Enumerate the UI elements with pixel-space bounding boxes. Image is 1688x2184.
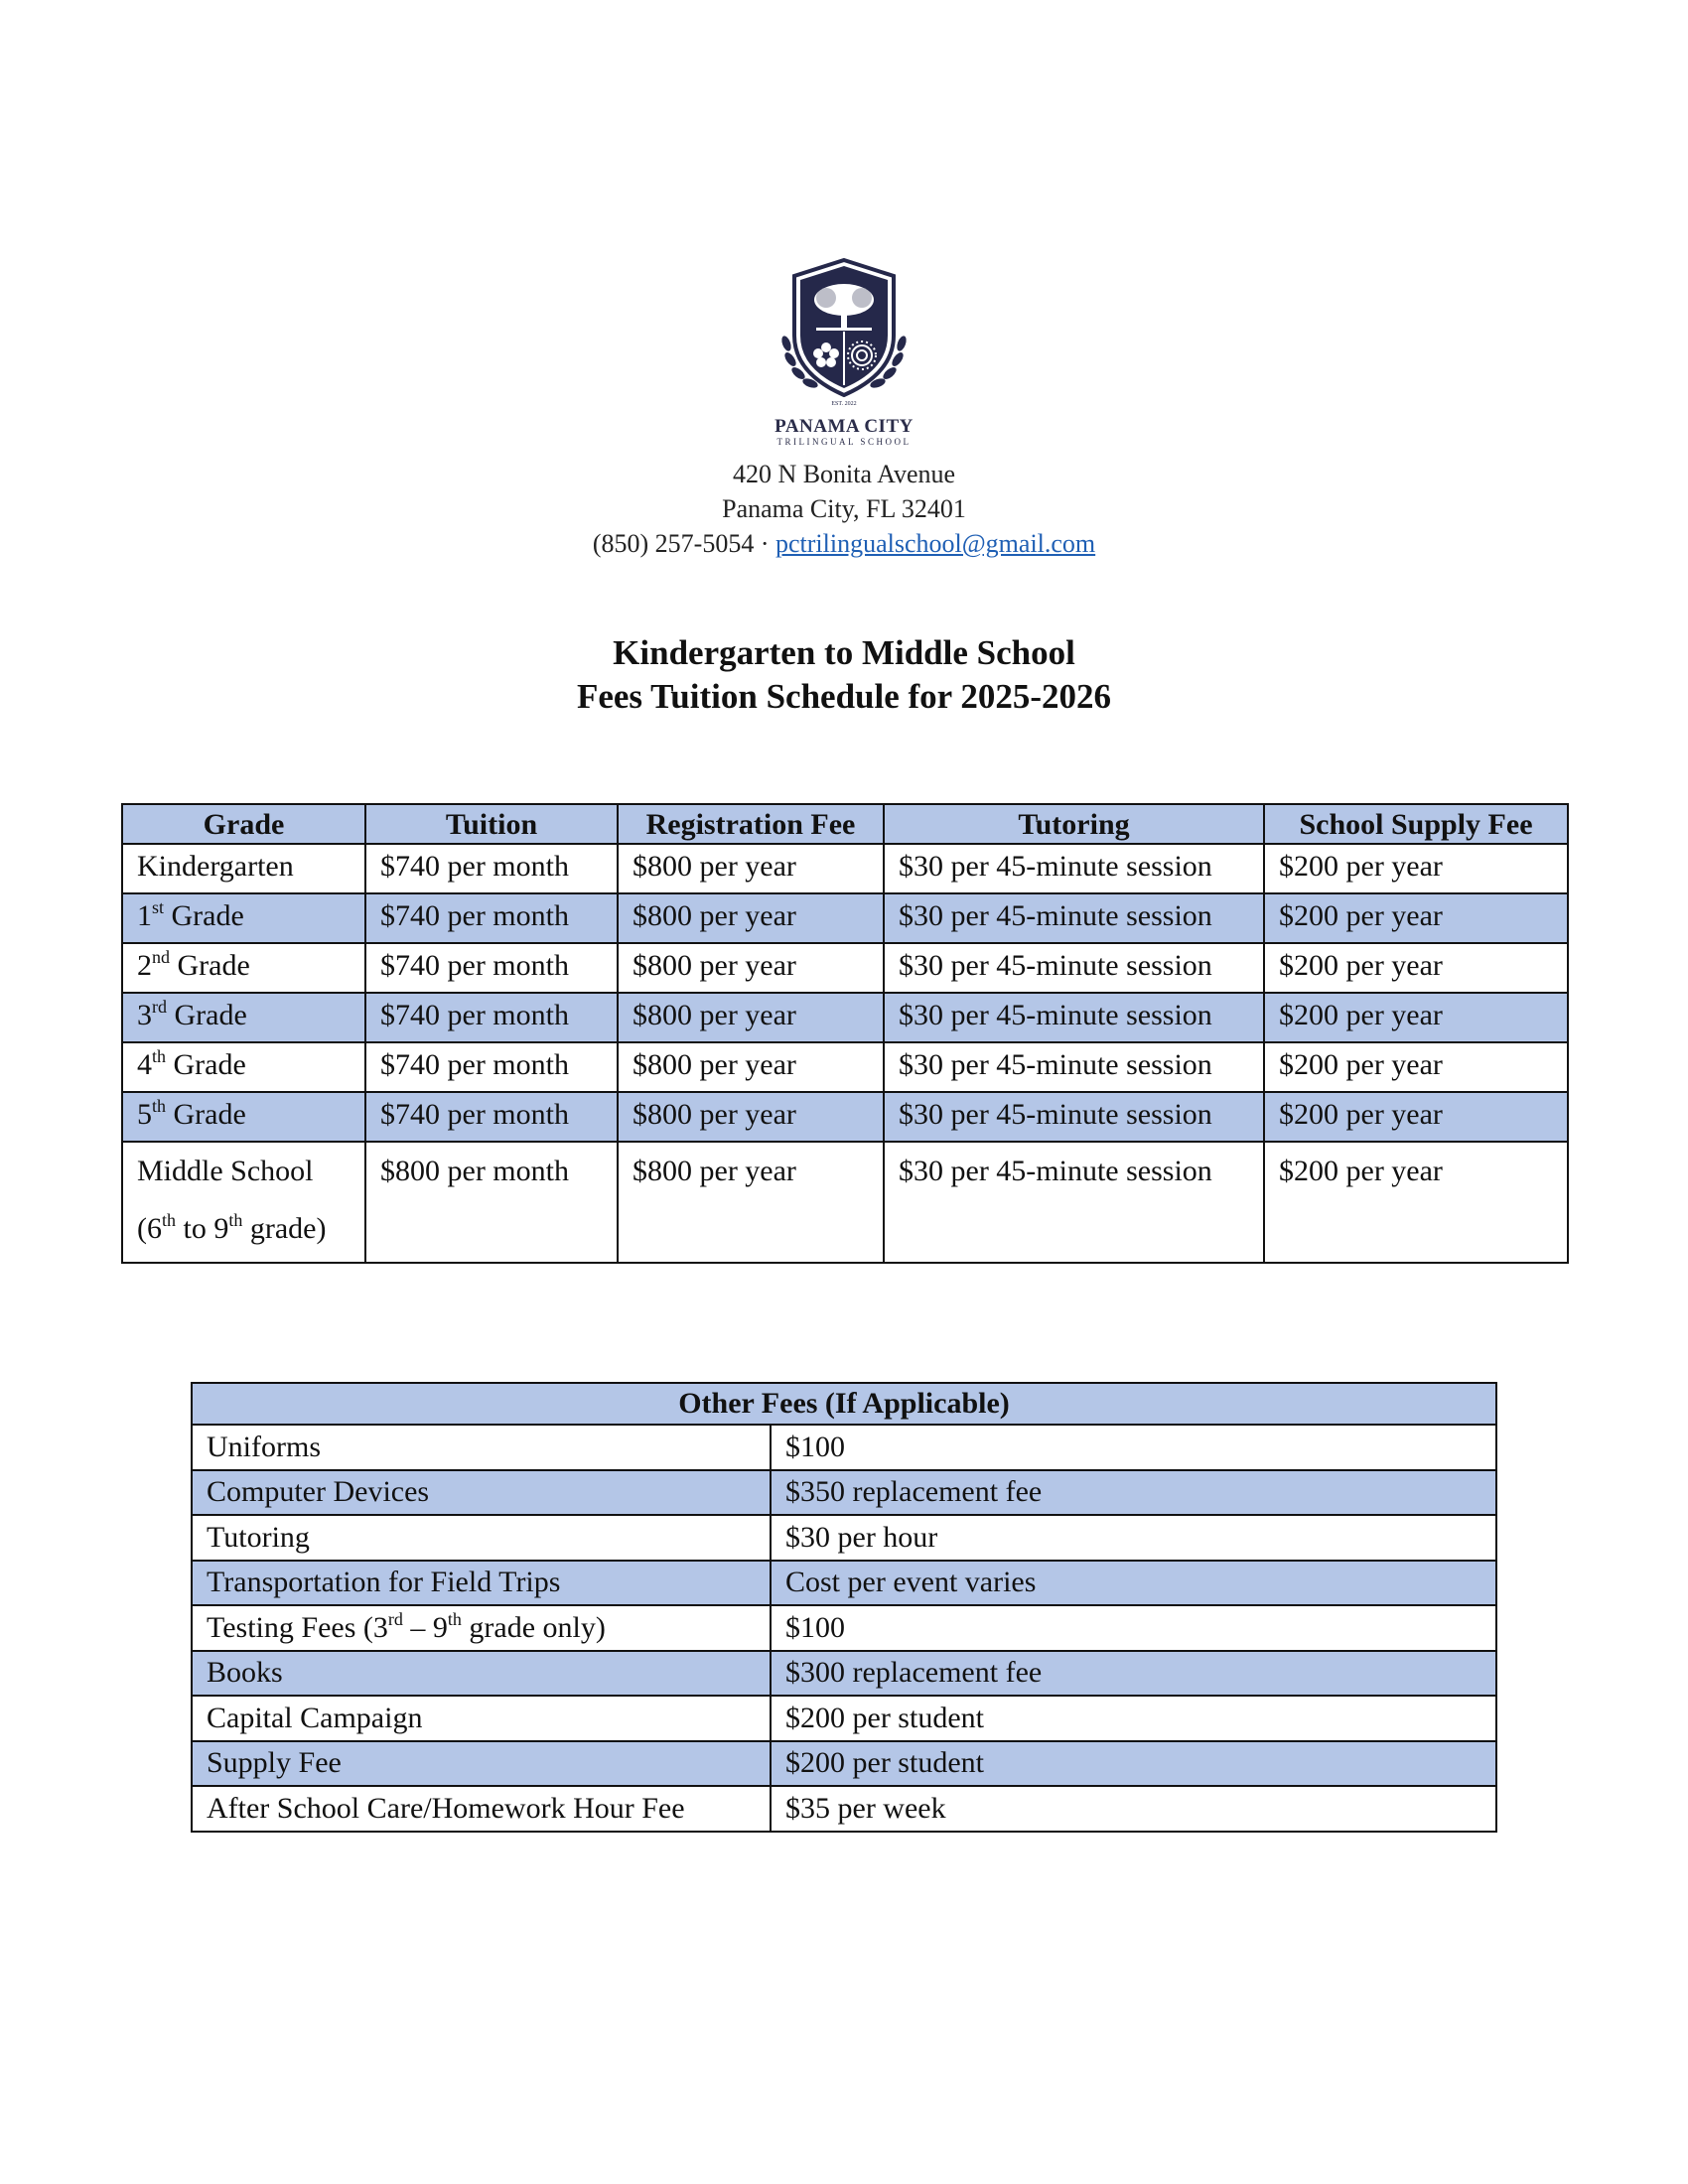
fee-item-cell: Books <box>192 1651 771 1697</box>
fee-item-cell: Testing Fees (3rd – 9th grade only) <box>192 1605 771 1651</box>
fee-item-cell: Transportation for Field Trips <box>192 1561 771 1606</box>
fee-amount-cell: $200 per student <box>771 1696 1496 1741</box>
separator: · <box>760 529 770 558</box>
table-row <box>192 1470 1496 1516</box>
tuition-cell: $800 per month <box>365 1142 618 1263</box>
registration-cell: $800 per year <box>618 844 884 893</box>
grade-cell: Kindergarten <box>122 844 365 893</box>
table-row <box>122 893 1568 943</box>
registration-cell: $800 per year <box>618 893 884 943</box>
grade-cell: 5th Grade <box>122 1092 365 1142</box>
school-subname: TRILINGUAL SCHOOL <box>776 437 912 447</box>
tuition-cell: $740 per month <box>365 893 618 943</box>
tutoring-cell: $30 per 45-minute session <box>884 993 1264 1042</box>
header-registration-fee: Registration Fee <box>618 804 884 844</box>
tutoring-cell: $30 per 45-minute session <box>884 1042 1264 1092</box>
letterhead <box>0 256 1688 561</box>
table-row <box>122 1042 1568 1092</box>
table-row <box>192 1741 1496 1787</box>
fee-item-cell: Capital Campaign <box>192 1696 771 1741</box>
supply-cell: $200 per year <box>1264 943 1568 993</box>
other-fees-header: Other Fees (If Applicable) <box>192 1383 1496 1425</box>
registration-cell: $800 per year <box>618 1142 884 1263</box>
table-row <box>122 943 1568 993</box>
fee-item-cell: After School Care/Homework Hour Fee <box>192 1786 771 1832</box>
registration-cell: $800 per year <box>618 1042 884 1092</box>
supply-cell: $200 per year <box>1264 844 1568 893</box>
address-line-2: Panama City, FL 32401 <box>722 494 966 523</box>
title-line-2: Fees Tuition Schedule for 2025-2026 <box>576 677 1111 716</box>
tuition-header-row <box>122 804 1568 844</box>
table-row <box>192 1696 1496 1741</box>
tuition-cell: $740 per month <box>365 943 618 993</box>
registration-cell: $800 per year <box>618 943 884 993</box>
supply-cell: $200 per year <box>1264 1142 1568 1263</box>
tuition-table <box>121 803 1569 1264</box>
grade-cell: 1st Grade <box>122 893 365 943</box>
tutoring-cell: $30 per 45-minute session <box>884 1142 1264 1263</box>
title-line-1: Kindergarten to Middle School <box>613 633 1075 672</box>
tutoring-cell: $30 per 45-minute session <box>884 943 1264 993</box>
tutoring-cell: $30 per 45-minute session <box>884 893 1264 943</box>
document-title <box>0 631 1688 719</box>
fee-amount-cell: $350 replacement fee <box>771 1470 1496 1516</box>
grade-cell: 2nd Grade <box>122 943 365 993</box>
grade-cell: 4th Grade <box>122 1042 365 1092</box>
registration-cell: $800 per year <box>618 993 884 1042</box>
grade-cell: Middle School (6th to 9th grade) <box>122 1142 365 1263</box>
grade-cell: 3rd Grade <box>122 993 365 1042</box>
supply-cell: $200 per year <box>1264 993 1568 1042</box>
fee-amount-cell: $30 per hour <box>771 1515 1496 1561</box>
tuition-cell: $740 per month <box>365 1042 618 1092</box>
fee-item-cell: Uniforms <box>192 1425 771 1470</box>
fee-item-cell: Supply Fee <box>192 1741 771 1787</box>
registration-cell: $800 per year <box>618 1092 884 1142</box>
contact-line <box>0 526 1688 561</box>
tuition-cell: $740 per month <box>365 844 618 893</box>
supply-cell: $200 per year <box>1264 1092 1568 1142</box>
header-grade: Grade <box>122 804 365 844</box>
supply-cell: $200 per year <box>1264 1042 1568 1092</box>
tutoring-cell: $30 per 45-minute session <box>884 1092 1264 1142</box>
fee-item-cell: Computer Devices <box>192 1470 771 1516</box>
table-row <box>192 1651 1496 1697</box>
svg-text:EST. 2022: EST. 2022 <box>831 401 857 407</box>
address-line-1: 420 N Bonita Avenue <box>732 460 956 488</box>
table-row <box>122 993 1568 1042</box>
table-row <box>122 1092 1568 1142</box>
table-row-middle-school <box>122 1142 1568 1263</box>
school-name: PANAMA CITY <box>774 416 914 437</box>
table-row <box>192 1605 1496 1651</box>
fee-amount-cell: Cost per event varies <box>771 1561 1496 1606</box>
other-fees-table <box>191 1382 1497 1833</box>
email-link[interactable]: pctrilingualschool@gmail.com <box>775 529 1096 558</box>
phone-number: (850) 257-5054 <box>592 529 755 558</box>
tuition-cell: $740 per month <box>365 1092 618 1142</box>
header-tutoring: Tutoring <box>884 804 1264 844</box>
table-row <box>192 1561 1496 1606</box>
header-tuition: Tuition <box>365 804 618 844</box>
table-row <box>192 1515 1496 1561</box>
fee-amount-cell: $300 replacement fee <box>771 1651 1496 1697</box>
table-row <box>192 1425 1496 1470</box>
tutoring-cell: $30 per 45-minute session <box>884 844 1264 893</box>
fee-item-cell: Tutoring <box>192 1515 771 1561</box>
header-school-supply-fee: School Supply Fee <box>1264 804 1568 844</box>
address-block <box>0 457 1688 561</box>
supply-cell: $200 per year <box>1264 893 1568 943</box>
school-crest-logo <box>765 256 923 415</box>
fee-amount-cell: $35 per week <box>771 1786 1496 1832</box>
fee-amount-cell: $100 <box>771 1605 1496 1651</box>
table-row <box>192 1786 1496 1832</box>
tuition-cell: $740 per month <box>365 993 618 1042</box>
fee-amount-cell: $200 per student <box>771 1741 1496 1787</box>
other-fees-header-row <box>192 1383 1496 1425</box>
table-row <box>122 844 1568 893</box>
fee-amount-cell: $100 <box>771 1425 1496 1470</box>
